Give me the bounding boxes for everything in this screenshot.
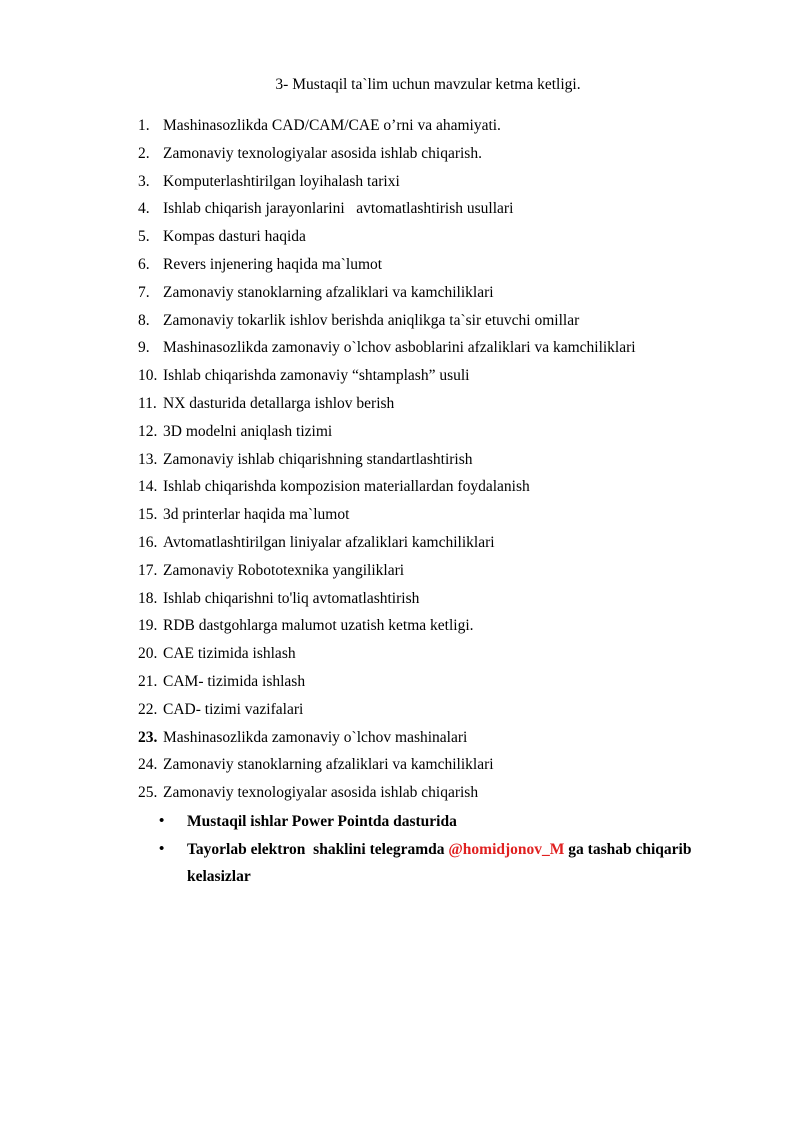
topic-number: 16.	[138, 533, 158, 551]
topic-number: 18.	[138, 589, 158, 607]
topic-number: 24.	[138, 756, 158, 774]
list-item	[0, 393, 800, 421]
bullet-icon: •	[159, 813, 165, 829]
topic-number: 20.	[138, 645, 158, 663]
topic-text: Zamonaviy stanoklarning afzaliklari va kamchiliklari	[163, 756, 494, 774]
list-item	[0, 365, 800, 393]
list-item	[0, 588, 800, 616]
topic-number: 3.	[138, 172, 150, 190]
topic-number: 5.	[138, 228, 150, 246]
topic-number: 4.	[138, 200, 150, 218]
topic-text: RDB dastgohlarga malumot uzatish ketma ketligi.	[163, 617, 474, 635]
topic-text: Mashinasozlikda zamonaviy o`lchov mashinalari	[163, 728, 468, 746]
topic-text: Zamonaviy texnologiyalar asosida ishlab chiqarish.	[163, 144, 482, 162]
topic-text: Ishlab chiqarish jarayonlarini avtomatlashtirish usullari	[163, 200, 514, 218]
list-item	[0, 532, 800, 560]
bullet-text: Mustaqil ishlar Power Pointda dasturida	[187, 813, 457, 830]
topic-number: 7.	[138, 283, 150, 301]
topic-number: 19.	[138, 617, 158, 635]
topic-text: CAD- tizimi vazifalari	[163, 700, 304, 718]
topic-text: Ishlab chiqarishda kompozision materiallardan foydalanish	[163, 478, 530, 496]
topic-number: 12.	[138, 422, 158, 440]
list-item	[0, 782, 800, 810]
bullet-text	[187, 836, 742, 863]
list-item	[0, 615, 800, 643]
list-item	[0, 254, 800, 282]
topic-text: Zamonaviy ishlab chiqarishning standartlashtirish	[163, 450, 473, 468]
list-item	[0, 671, 800, 699]
list-item	[0, 560, 800, 588]
bullet-icon: •	[159, 841, 165, 857]
topic-number: 2.	[138, 144, 150, 162]
bullet-text-continued: kelasizlar	[187, 868, 251, 885]
topic-number: 1.	[138, 117, 150, 134]
list-item	[0, 115, 800, 143]
bullet-text-part: Tayorlab elektron shaklini telegramda	[187, 841, 449, 858]
topic-text: Mashinasozlikda zamonaviy o`lchov asboblarini afzaliklari va kamchiliklari	[163, 339, 636, 357]
instructions-list	[0, 808, 800, 890]
topic-number: 10.	[138, 367, 158, 385]
topic-text: Zamonaviy texnologiyalar asosida ishlab chiqarish	[163, 784, 479, 802]
topic-number: 22.	[138, 700, 158, 718]
list-item	[0, 171, 800, 199]
topic-text: Mashinasozlikda CAD/CAM/CAE o’rni va ahamiyati.	[163, 117, 501, 134]
list-item	[0, 226, 800, 254]
topic-text: Zamonaviy tokarlik ishlov berishda aniqlikga ta`sir etuvchi omillar	[163, 311, 580, 329]
list-item	[0, 198, 800, 226]
topic-number: 17.	[138, 561, 158, 579]
topic-number: 9.	[138, 339, 150, 357]
bullet-item	[0, 808, 800, 835]
topic-text: Ishlab chiqarishda zamonaviy “shtamplash” usuli	[163, 367, 470, 385]
topic-text: Zamonaviy stanoklarning afzaliklari va kamchiliklari	[163, 283, 494, 301]
telegram-handle: @homidjonov_M	[448, 841, 565, 858]
list-item	[0, 754, 800, 782]
topic-text: Avtomatlashtirilgan liniyalar afzaliklari kamchiliklari	[163, 533, 495, 551]
topic-text: Ishlab chiqarishni to'liq avtomatlashtirish	[163, 589, 420, 607]
bullet-item	[0, 836, 800, 890]
topics-list	[0, 115, 800, 810]
topic-text: NX dasturida detallarga ishlov berish	[163, 394, 395, 412]
topic-number: 11.	[138, 394, 157, 412]
bullet-text-part: ga tashab chiqarib	[564, 841, 692, 858]
list-item	[0, 643, 800, 671]
topic-text: Zamonaviy Robototexnika yangiliklari	[163, 561, 405, 579]
list-item	[0, 143, 800, 171]
list-item	[0, 476, 800, 504]
topic-number: 23.	[138, 728, 158, 746]
topic-text: CAE tizimida ishlash	[163, 645, 296, 663]
list-item	[0, 699, 800, 727]
topic-number: 14.	[138, 478, 158, 496]
topic-number: 13.	[138, 450, 158, 468]
document-title: 3- Mustaqil ta`lim uchun mavzular ketma ketligi.	[275, 76, 581, 93]
topic-text: Komputerlashtirilgan loyihalash tarixi	[163, 172, 400, 190]
list-item	[0, 421, 800, 449]
list-item	[0, 449, 800, 477]
topic-number: 8.	[138, 311, 150, 329]
list-item	[0, 727, 800, 755]
topic-text: 3d printerlar haqida ma`lumot	[163, 506, 350, 524]
topic-text: Revers injenering haqida ma`lumot	[163, 255, 383, 273]
topic-text: 3D modelni aniqlash tizimi	[163, 422, 333, 440]
list-item	[0, 282, 800, 310]
topic-text: Kompas dasturi haqida	[163, 228, 306, 246]
list-item	[0, 337, 800, 365]
topic-number: 6.	[138, 255, 150, 273]
list-item	[0, 310, 800, 338]
topic-number: 25.	[138, 784, 158, 802]
topic-number: 21.	[138, 672, 158, 690]
topic-text: CAM- tizimida ishlash	[163, 672, 306, 690]
list-item	[0, 504, 800, 532]
topic-number: 15.	[138, 506, 158, 524]
